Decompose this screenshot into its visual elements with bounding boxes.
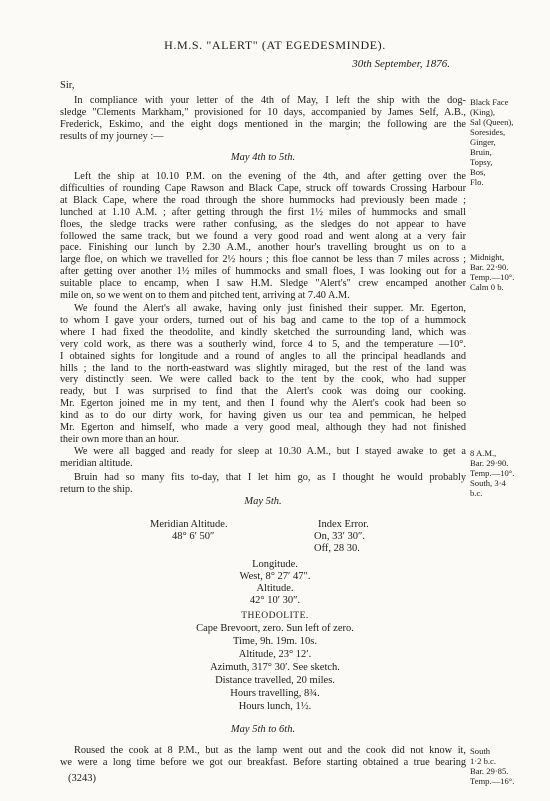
text-line: very cold work, as there was a southerly wind, force 4 to 5, and the temperature —10°. xyxy=(60,338,466,350)
margin-line: Soresides, xyxy=(470,127,506,137)
text-line: where I had fixed the theodolite, and kindly sketched the surrounding land, which was xyxy=(60,326,466,338)
section-heading: May 5th to 6th. xyxy=(230,724,296,735)
theodolite-line: Hours lunch, 1½. xyxy=(238,701,312,712)
text-line: hills ; the land to the north-eastward was slightly miraged, but the rest of the land was xyxy=(60,362,466,374)
index-error-off: Off, 28 30. xyxy=(314,543,360,554)
text-line: mile on, so we went on to them and pitched tent, arriving at 7.40 A.M. xyxy=(60,290,350,302)
text-line: large floe, on which we travelled for 2½ hours ; this floe cannot be less than 7 miles across ; xyxy=(60,254,466,266)
text-line: I obtained sights for longitude and a round of angles to all the principal headlands and xyxy=(60,350,466,362)
text-line: meridian altitude. xyxy=(60,457,133,469)
altitude-label: Altitude. xyxy=(256,583,294,594)
margin-note-south xyxy=(470,746,548,786)
text-line: to whom I gave your orders, turned out of his bag and came to the top of a hummock xyxy=(60,314,466,326)
margin-line: South, 3·4 xyxy=(470,478,506,488)
margin-line: Temp.—10°. xyxy=(470,272,515,282)
text-line: We found the Alert's all awake, having only just finished their supper. Mr. Egerton, xyxy=(74,303,466,314)
document-title: H.M.S. "ALERT" (AT EGEDESMINDE). xyxy=(164,38,386,52)
margin-line: Calm 0 b. xyxy=(470,282,504,292)
text-line: results of my journey :— xyxy=(60,130,164,142)
margin-line: Midnight, xyxy=(470,252,505,262)
text-line: In compliance with your letter of the 4th of May, I left the ship with the dog- xyxy=(74,95,466,106)
text-line: after getting over another 1½ miles of hummocks and small floes, I was looking out for a xyxy=(60,266,466,278)
paragraph-bagged xyxy=(60,446,466,470)
text-line: lunched at 1.10 A.M. ; after getting through the first 1½ miles of hummocks and small xyxy=(60,206,466,218)
margin-line: Ginger, xyxy=(470,137,496,147)
theodolite-line: Altitude, 23° 12′. xyxy=(238,649,312,660)
text-line: We were all bagged and ready for sleep at 10.30 A.M., but I stayed awake to get a xyxy=(74,446,466,457)
theodolite-line: Azimuth, 317° 30′. See sketch. xyxy=(210,662,340,673)
text-line: suitable place to encamp, when I saw H.M. Sledge "Alert's" crew encamped another xyxy=(60,278,466,290)
salutation: Sir, xyxy=(60,80,75,91)
text-line: we were a long time before we got our breakfast. Before starting obtained a true bearing xyxy=(60,756,466,768)
margin-line: Bar. 29·90. xyxy=(470,458,509,468)
text-line: difficulties of rounding Cape Rawson and Black Cape, struck off towards Crossing Harbour xyxy=(60,182,466,194)
margin-note-8am xyxy=(470,448,548,498)
margin-line: 1·2 b.c. xyxy=(470,756,497,766)
longitude-label: Longitude. xyxy=(252,559,298,570)
paragraph-journey xyxy=(60,171,466,302)
margin-line: Sal (Queen), xyxy=(470,117,514,127)
section-heading: May 5th. xyxy=(244,496,282,507)
meridian-label: Meridian Altitude. xyxy=(150,519,228,530)
text-line: Mr. Egerton and himself, who made a very good meal, although they had not finished xyxy=(60,422,466,434)
index-error-label: Index Error. xyxy=(318,519,369,530)
text-line: Roused the cook at 8 P.M., but as the lamp went out and the cook did not know it, xyxy=(74,745,466,756)
margin-line: Topsy, xyxy=(470,157,493,167)
paragraph-bruin xyxy=(60,472,466,496)
theodolite-line: Hours travelling, 8¾. xyxy=(230,688,320,699)
text-line: Left the ship at 10.10 P.M. on the evening of the 4th, and after getting over the xyxy=(74,171,466,182)
text-line: return to the ship. xyxy=(60,483,133,495)
text-line: pace. Finishing our lunch by 2.30 A.M., another hour's travelling brought us on to a xyxy=(60,242,466,254)
paragraph-roused xyxy=(60,745,466,769)
margin-note-dogs xyxy=(470,97,548,187)
theodolite-line: Distance travelled, 20 miles. xyxy=(215,675,335,686)
margin-line: Bruin, xyxy=(470,147,492,157)
section-heading: May 4th to 5th. xyxy=(230,152,296,163)
text-line: Mr. Egerton joined me in my tent, and then I found why the Alert's cook had been so xyxy=(60,398,466,410)
margin-line: Temp.—10°. xyxy=(470,468,515,478)
margin-line: Bar. 29·85. xyxy=(470,766,509,776)
margin-line: South xyxy=(470,746,491,756)
theodolite-line: Cape Brevoort, zero. Sun left of zero. xyxy=(196,623,354,634)
theodolite-line: Time, 9h. 19m. 10s. xyxy=(233,636,317,647)
text-line: Bruin had so many fits to-day, that I let him go, as I thought he would probably xyxy=(74,472,466,483)
meridian-value: 48° 6′ 50″ xyxy=(172,531,215,542)
letter-date: 30th September, 1876. xyxy=(352,58,450,70)
text-line: ready, but I was surprised to find that the Alert's cook was doing our cooking. xyxy=(60,386,466,398)
page-number: (3243) xyxy=(68,773,96,784)
margin-line: Flo. xyxy=(470,177,484,187)
margin-line: Bos, xyxy=(470,167,486,177)
text-line: their own more than an hour. xyxy=(60,433,179,445)
margin-line: Black Face xyxy=(470,97,509,107)
margin-line: 8 A.M., xyxy=(470,448,497,458)
margin-line: Bar. 22·90. xyxy=(470,262,509,272)
text-line: floes, the sledge tracks were rather confusing, as the sledges do not appear to have xyxy=(60,218,466,230)
altitude-value: 42° 10′ 30″. xyxy=(249,595,301,606)
longitude-value: West, 8° 27′ 47″. xyxy=(239,571,311,582)
margin-note-midnight xyxy=(470,252,548,292)
text-line: at Black Cape, where the road through the shore hummocks had previously been made ; xyxy=(60,194,466,206)
text-line: sledge "Clements Markham," provisioned for 10 days, accompanied by James Self, A.B., xyxy=(60,106,466,118)
paragraph-egerton xyxy=(60,303,466,446)
theodolite-label: THEODOLITE. xyxy=(241,611,309,621)
text-line: followed the same track, but we found a very good road and went along at a very fair xyxy=(60,230,466,242)
index-error-on: On, 33′ 30″. xyxy=(314,531,366,542)
paragraph-intro xyxy=(60,95,466,143)
margin-line: (King), xyxy=(470,107,496,117)
margin-line: b.c. xyxy=(470,488,483,498)
text-line: very distinctly seen. We were called back to the tent by the cook, who had supper xyxy=(60,374,466,386)
text-line: kind as to do our dirty work, for having given us our tea and pemmican, he helped xyxy=(60,410,466,422)
text-line: Frederick, Eskimo, and the eight dogs mentioned in the margin; the following are the xyxy=(60,118,466,130)
margin-line: Temp.—16°. xyxy=(470,776,515,786)
